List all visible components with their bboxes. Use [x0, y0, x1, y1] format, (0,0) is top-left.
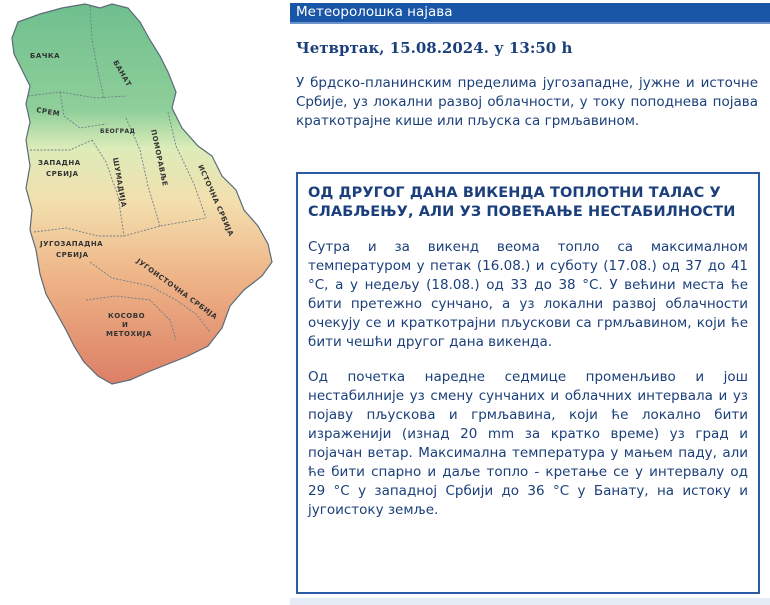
serbia-region-map: [0, 0, 285, 400]
region-label-srem: СРЕМ: [35, 106, 61, 119]
region-label-beograd: БЕОГРАД: [100, 128, 136, 135]
region-label-banat: БАНАТ: [111, 59, 133, 89]
forecast-intro: У брдско-планинским пределима југозападне, јужне и источне Србије, уз локални развој облачности, у току поподнева појава краткотрајне кише или пљуска са грмљавином.: [296, 75, 758, 129]
region-label-istocna: ИСТОЧНА СРБИЈА: [196, 163, 236, 238]
region-label-jugozapadna-1: ЈУГОЗАПАДНА: [40, 240, 104, 248]
region-label-zapadna-1: ЗАПАДНА: [38, 159, 81, 167]
region-label-kosovo-3: МЕТОХИЈА: [106, 330, 152, 338]
forecast-paragraph-2: Од почетка наредне седмице променљиво и још нестабилније уз смену сунчаних и облачних интервала и уз појаву пљускова и грмљавина, који ће локално бити израженији (изнад 20 mm за кратко време) уз град и појачан ветар. Максимална температура у мањем паду, али ће бити спарно и даље топло - кретање се у интервалу од 29 °C у западној Србији до 36 °C у Банату, на истоку и југоистоку земље.: [308, 369, 748, 518]
forecast-headline: ОД ДРУГОГ ДАНА ВИКЕНДА ТОПЛОТНИ ТАЛАС У СЛАБЉЕЊУ, АЛИ УЗ ПОВЕЋАЊЕ НЕСТАБИЛНОСТИ: [308, 185, 736, 220]
serbia-outline: [12, 4, 272, 384]
header-divider: [290, 22, 770, 24]
region-label-kosovo-1: КОСОВО: [108, 312, 146, 320]
section-header: Метеоролошка најава: [290, 3, 770, 22]
region-label-jugozapadna-2: СРБИЈА: [56, 251, 89, 259]
bottom-bar: [290, 598, 770, 605]
region-label-zapadna-2: СРБИЈА: [46, 170, 79, 178]
forecast-paragraph-1: Сутра и за викенд веома топло са максималном температуром у петак (16.08.) и суботу (17.08.) од 37 до 41 °C, а у недељу (18.08.) од 33 до 38 °C. У већини места ће бити претежно сунчано, а уз локални развој облачности очекују се и краткотрајни пљускови са грмљавином, који ће бити чешћи другог дана викенда.: [308, 239, 748, 350]
region-label-sumadija: ШУМАДИЈА: [111, 156, 128, 209]
forecast-date: Четвртак, 15.08.2024. у 13:50 h: [296, 39, 573, 57]
region-label-backa: БАЧКА: [30, 52, 61, 60]
region-label-jugoistocna: ЈУГОИСТОЧНА СРБИЈА: [134, 257, 219, 322]
forecast-box: [296, 172, 760, 594]
forecast-panel: [290, 0, 770, 605]
region-label-kosovo-2: И: [122, 321, 129, 329]
region-label-pomoravlje: ПОМОРАВЉЕ: [149, 128, 169, 188]
